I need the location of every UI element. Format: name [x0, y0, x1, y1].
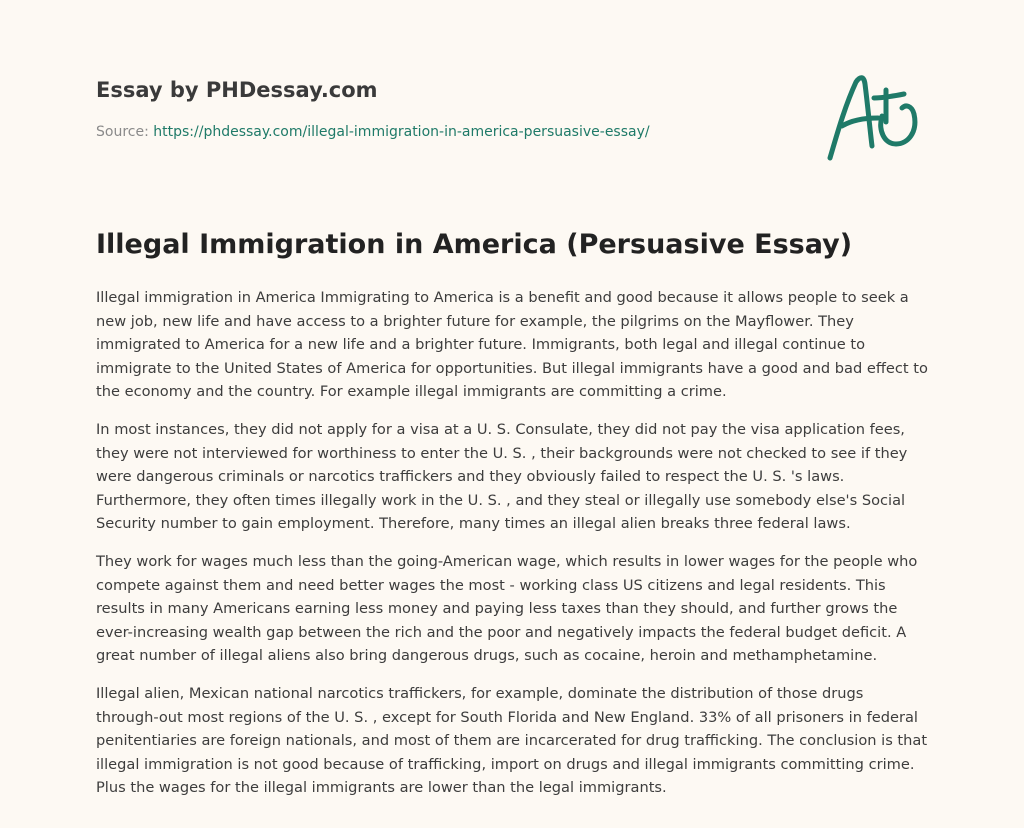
a-plus-logo-icon — [822, 68, 926, 164]
brand-title: Essay by PHDessay.com — [96, 78, 378, 102]
essay-paragraph: Illegal immigration in America Immigrating to America is a benefit and good because it allows people to seek a new job, new life and have access to a brighter future for example, the pilgrims on the Mayflower. They immigrated to America for a new life and a brighter future. Immigrants, both legal and illegal continue to immigrate to the United States of America for opportunities. But illegal immigrants have a good and bad effect to the economy and the country. For example illegal immigrants are committing a crime. — [96, 289, 928, 401]
essay-body — [96, 286, 930, 814]
essay-paragraph: They work for wages much less than the going-American wage, which results in lower wages for the people who compete against them and need better wages the most - working class US citizens and legal residents. This results in many Americans earning less money and paying less taxes than they should, and further grows the ever-increasing wealth gap between the rich and the poor and negatively impacts the federal budget deficit. A great number of illegal aliens also bring dangerous drugs, such as cocaine, heroin and methamphetamine. — [96, 552, 918, 665]
essay-paragraph: In most instances, they did not apply for a visa at a U. S. Consulate, they did not pay the visa application fees, they were not interviewed for worthiness to enter the U. S. , their backgrounds were not checked to see if they were dangerous criminals or narcotics traffickers and they obviously failed to respect the U. S. 's laws. Furthermore, they often times illegally work in the U. S. , and they steal or illegally use somebody else's Social Security number to gain employment. Therefore, many times an illegal alien breaks three federal laws. — [96, 420, 908, 533]
essay-title: Illegal Immigration in America (Persuasive Essay) — [96, 229, 853, 260]
source-link[interactable]: https://phdessay.com/illegal-immigration-in-america-persuasive-essay/ — [153, 124, 650, 140]
source-label: Source: — [96, 124, 149, 140]
source-line — [96, 124, 650, 140]
essay-paragraph: Illegal alien, Mexican national narcotics traffickers, for example, dominate the distribution of those drugs through-out most regions of the U. S. , except for South Florida and New England. 33% of all prisoners in federal penitentiaries are foreign nationals, and most of them are incarcerated for drug trafficking. The conclusion is that illegal immigration is not good because of trafficking, import on drugs and illegal immigrants committing crime. Plus the wages for the illegal immigrants are lower than the legal immigrants. — [96, 684, 928, 797]
site-header — [96, 76, 796, 104]
